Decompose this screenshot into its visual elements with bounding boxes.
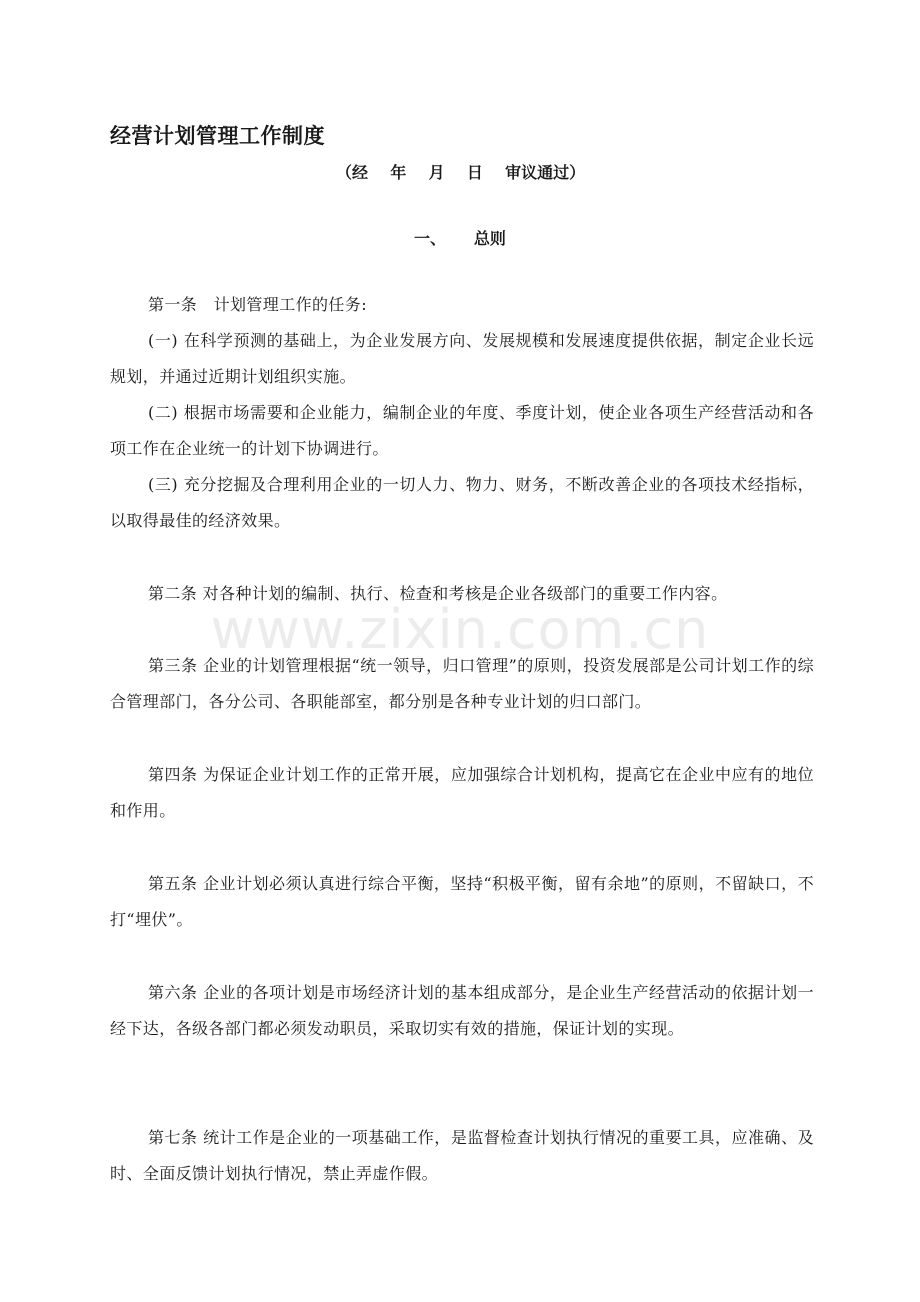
section-heading: 一、 总则 [414, 229, 506, 248]
document-title: 经营计划管理工作制度 [110, 124, 325, 148]
article-1-item-3: (三) 充分挖掘及合理利用企业的一切人力、物力、财务，不断改善企业的各项技术经指标，以取得最佳的经济效果。 [110, 475, 814, 530]
article-4: 第四条 为保证企业计划工作的正常开展，应加强综合计划机构，提高它在企业中应有的地位和作用。 [110, 765, 814, 820]
article-5: 第五条 企业计划必须认真进行综合平衡，坚持“积极平衡，留有余地”的原则，不留缺口，不打“埋伏”。 [110, 874, 814, 929]
article-6: 第六条 企业的各项计划是市场经济计划的基本组成部分，是企业生产经营活动的依据计划一经下达，各级各部门都必须发动职员，采取切实有效的措施，保证计划的实现。 [110, 983, 814, 1038]
article-1-heading: 第一条 计划管理工作的任务: [148, 295, 367, 314]
article-2: 第二条 对各种计划的编制、执行、检查和考核是企业各级部门的重要工作内容。 [148, 584, 728, 603]
watermark: www.zixin.com.cn [210, 598, 710, 661]
approval-line: （经 年 月 日 审议通过） [336, 163, 586, 182]
article-1-item-1: (一) 在科学预测的基础上，为企业发展方向、发展规模和发展速度提供依据，制定企业长远规划，并通过近期计划组织实施。 [110, 331, 814, 386]
article-1-item-2: (二) 根据市场需要和企业能力，编制企业的年度、季度计划，使企业各项生产经营活动和各项工作在企业统一的计划下协调进行。 [110, 403, 814, 458]
article-7: 第七条 统计工作是企业的一项基础工作，是监督检查计划执行情况的重要工具，应准确、及时、全面反馈计划执行情况，禁止弄虚作假。 [110, 1128, 814, 1183]
article-3: 第三条 企业的计划管理根据“统一领导，归口管理”的原则，投资发展部是公司计划工作的综合管理部门，各分公司、各职能部室，都分别是各种专业计划的归口部门。 [110, 656, 814, 711]
